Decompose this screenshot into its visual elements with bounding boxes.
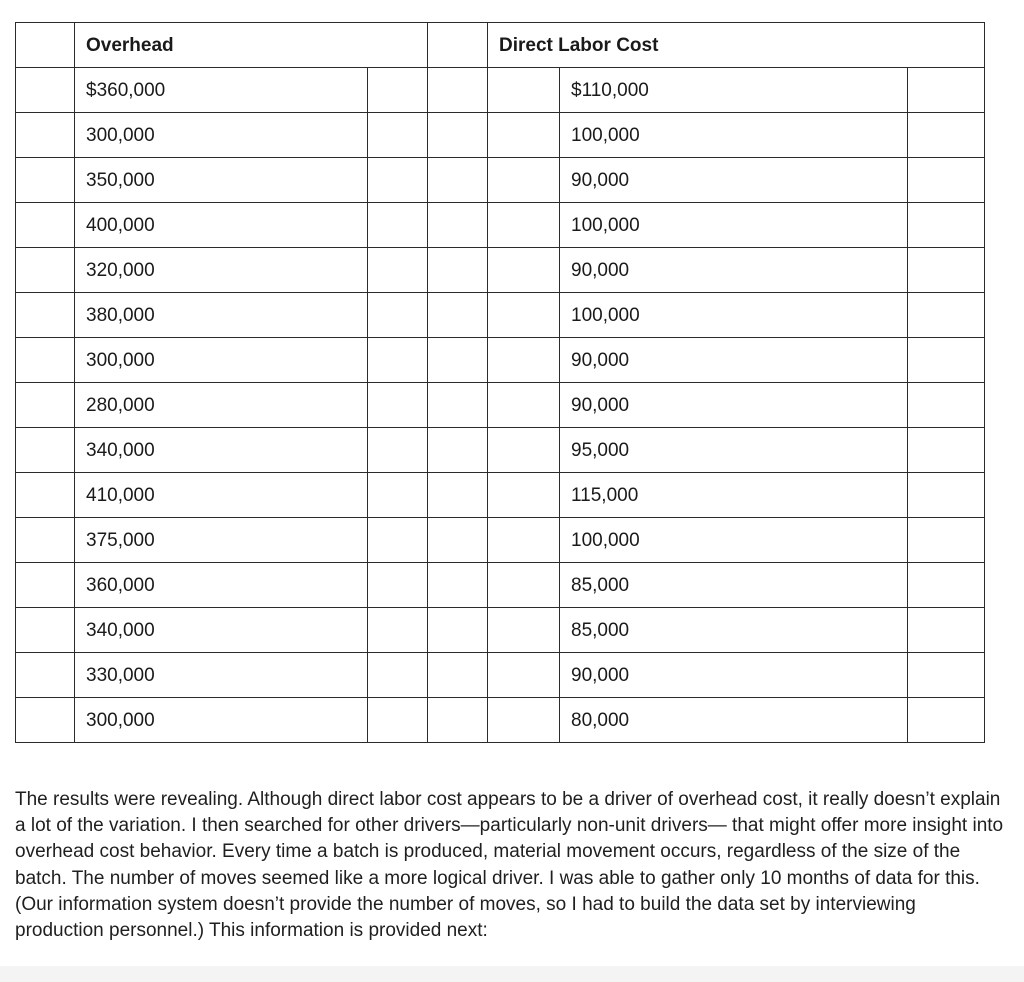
row-blank-cell xyxy=(908,68,985,113)
table-row xyxy=(16,563,985,608)
direct-labor-cost-cell: 100,000 xyxy=(560,518,908,563)
table-header-row xyxy=(16,23,985,68)
table-row xyxy=(16,428,985,473)
direct-labor-cost-cell: 90,000 xyxy=(560,383,908,428)
overhead-cell: 375,000 xyxy=(75,518,368,563)
row-blank-cell xyxy=(908,383,985,428)
table-row xyxy=(16,698,985,743)
overhead-cell: 340,000 xyxy=(75,428,368,473)
row-blank-cell xyxy=(428,473,488,518)
row-blank-cell xyxy=(368,608,428,653)
overhead-cell: 380,000 xyxy=(75,293,368,338)
row-blank-cell xyxy=(16,653,75,698)
row-blank-cell xyxy=(428,248,488,293)
overhead-cell: 300,000 xyxy=(75,113,368,158)
overhead-labor-table xyxy=(15,22,985,743)
overhead-cell: 350,000 xyxy=(75,158,368,203)
row-blank-cell xyxy=(16,473,75,518)
row-blank-cell xyxy=(16,428,75,473)
row-blank-cell xyxy=(908,158,985,203)
row-blank-cell xyxy=(368,158,428,203)
row-blank-cell xyxy=(908,473,985,518)
overhead-cell: 340,000 xyxy=(75,608,368,653)
row-blank-cell xyxy=(368,293,428,338)
table-row xyxy=(16,383,985,428)
direct-labor-cost-cell: 115,000 xyxy=(560,473,908,518)
direct-labor-cost-cell: 95,000 xyxy=(560,428,908,473)
direct-labor-cost-cell: 85,000 xyxy=(560,563,908,608)
row-blank-cell xyxy=(428,68,488,113)
direct-labor-cost-cell: 90,000 xyxy=(560,338,908,383)
direct-labor-cost-cell: 85,000 xyxy=(560,608,908,653)
row-blank-cell xyxy=(908,653,985,698)
direct-labor-cost-cell: 90,000 xyxy=(560,653,908,698)
row-blank-cell xyxy=(908,248,985,293)
row-blank-cell xyxy=(368,248,428,293)
direct-labor-cost-cell: 90,000 xyxy=(560,158,908,203)
row-blank-cell xyxy=(368,383,428,428)
overhead-header: Overhead xyxy=(75,23,428,68)
row-blank-cell xyxy=(16,248,75,293)
row-blank-cell xyxy=(908,203,985,248)
overhead-cell: 300,000 xyxy=(75,698,368,743)
row-blank-cell xyxy=(16,68,75,113)
direct-labor-cost-header: Direct Labor Cost xyxy=(488,23,985,68)
row-blank-cell xyxy=(488,113,560,158)
table-row xyxy=(16,203,985,248)
row-blank-cell xyxy=(16,518,75,563)
table-row xyxy=(16,68,985,113)
row-blank-cell xyxy=(488,563,560,608)
row-blank-cell xyxy=(488,518,560,563)
row-blank-cell xyxy=(16,338,75,383)
direct-labor-cost-cell: 100,000 xyxy=(560,293,908,338)
row-blank-cell xyxy=(368,653,428,698)
table-row xyxy=(16,293,985,338)
row-blank-cell xyxy=(368,428,428,473)
table-row xyxy=(16,158,985,203)
row-blank-cell xyxy=(428,653,488,698)
row-blank-cell xyxy=(16,563,75,608)
row-blank-cell xyxy=(488,383,560,428)
direct-labor-cost-cell: $110,000 xyxy=(560,68,908,113)
row-blank-cell xyxy=(488,338,560,383)
row-blank-cell xyxy=(368,473,428,518)
header-blank-cell xyxy=(16,23,75,68)
row-blank-cell xyxy=(16,293,75,338)
row-blank-cell xyxy=(488,608,560,653)
overhead-cell: 300,000 xyxy=(75,338,368,383)
row-blank-cell xyxy=(368,518,428,563)
row-blank-cell xyxy=(368,113,428,158)
table-row xyxy=(16,473,985,518)
row-blank-cell xyxy=(908,113,985,158)
row-blank-cell xyxy=(908,608,985,653)
row-blank-cell xyxy=(428,383,488,428)
table-row xyxy=(16,608,985,653)
row-blank-cell xyxy=(488,293,560,338)
row-blank-cell xyxy=(488,248,560,293)
row-blank-cell xyxy=(368,563,428,608)
row-blank-cell xyxy=(428,608,488,653)
row-blank-cell xyxy=(488,653,560,698)
row-blank-cell xyxy=(488,203,560,248)
row-blank-cell xyxy=(428,203,488,248)
row-blank-cell xyxy=(908,428,985,473)
direct-labor-cost-cell: 90,000 xyxy=(560,248,908,293)
row-blank-cell xyxy=(368,68,428,113)
direct-labor-cost-cell: 100,000 xyxy=(560,203,908,248)
row-blank-cell xyxy=(908,518,985,563)
row-blank-cell xyxy=(488,473,560,518)
table-row xyxy=(16,113,985,158)
row-blank-cell xyxy=(908,698,985,743)
row-blank-cell xyxy=(488,428,560,473)
row-blank-cell xyxy=(16,698,75,743)
row-blank-cell xyxy=(908,293,985,338)
row-blank-cell xyxy=(16,113,75,158)
row-blank-cell xyxy=(428,113,488,158)
overhead-cell: 410,000 xyxy=(75,473,368,518)
row-blank-cell xyxy=(908,563,985,608)
row-blank-cell xyxy=(428,563,488,608)
overhead-cell: 320,000 xyxy=(75,248,368,293)
direct-labor-cost-cell: 80,000 xyxy=(560,698,908,743)
row-blank-cell xyxy=(488,68,560,113)
row-blank-cell xyxy=(428,293,488,338)
row-blank-cell xyxy=(16,158,75,203)
row-blank-cell xyxy=(488,698,560,743)
table-row xyxy=(16,653,985,698)
row-blank-cell xyxy=(908,338,985,383)
overhead-cell: 360,000 xyxy=(75,563,368,608)
row-blank-cell xyxy=(428,158,488,203)
overhead-cell: 280,000 xyxy=(75,383,368,428)
row-blank-cell xyxy=(16,383,75,428)
row-blank-cell xyxy=(368,698,428,743)
overhead-cell: $360,000 xyxy=(75,68,368,113)
overhead-cell: 330,000 xyxy=(75,653,368,698)
row-blank-cell xyxy=(428,428,488,473)
header-blank-cell xyxy=(428,23,488,68)
row-blank-cell xyxy=(428,338,488,383)
table-row xyxy=(16,248,985,293)
direct-labor-cost-cell: 100,000 xyxy=(560,113,908,158)
row-blank-cell xyxy=(368,338,428,383)
explanation-paragraph: The results were revealing. Although direct labor cost appears to be a driver of overhead cost, it really doesn’t explain a lot of the variation. I then searched for other drivers—particularly non-unit drivers— that might offer more insight into overhead cost behavior. Every time a batch is produced, material movement occurs, regardless of the size of the batch. The number of moves seemed like a more logical driver. I was able to gather only 10 months of data for this. (Our information system doesn’t provide the number of moves, so I had to build the data set by interviewing production personnel.) This information is provided next: xyxy=(15,789,1004,942)
table-row xyxy=(16,338,985,383)
row-blank-cell xyxy=(428,518,488,563)
overhead-cell: 400,000 xyxy=(75,203,368,248)
bottom-band xyxy=(0,966,1024,982)
row-blank-cell xyxy=(368,203,428,248)
row-blank-cell xyxy=(16,608,75,653)
row-blank-cell xyxy=(16,203,75,248)
row-blank-cell xyxy=(488,158,560,203)
row-blank-cell xyxy=(428,698,488,743)
table-row xyxy=(16,518,985,563)
table-body xyxy=(16,23,985,743)
